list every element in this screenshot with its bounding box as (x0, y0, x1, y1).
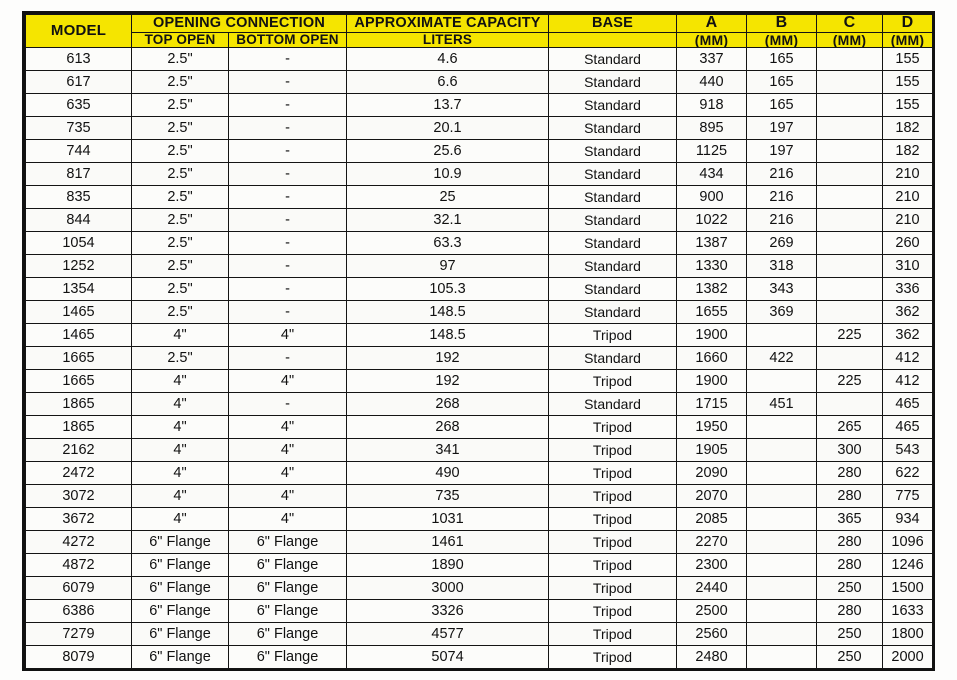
cell-top-open: 4" (132, 370, 229, 393)
cell-a: 2090 (677, 462, 747, 485)
table-row (26, 255, 933, 278)
cell-model: 1865 (26, 416, 132, 439)
cell-a: 1382 (677, 278, 747, 301)
cell-top-open: 2.5" (132, 163, 229, 186)
cell-liters: 4577 (347, 623, 549, 646)
table-row (26, 232, 933, 255)
column-header-bottom-open: BOTTOM OPEN (229, 32, 347, 48)
table-row (26, 462, 933, 485)
cell-a: 918 (677, 94, 747, 117)
cell-liters: 3000 (347, 577, 549, 600)
cell-d: 362 (883, 301, 933, 324)
cell-base: Standard (549, 393, 677, 416)
cell-top-open: 2.5" (132, 186, 229, 209)
cell-d: 465 (883, 393, 933, 416)
cell-top-open: 4" (132, 439, 229, 462)
cell-bottom-open: - (229, 232, 347, 255)
cell-top-open: 2.5" (132, 48, 229, 71)
cell-model: 744 (26, 140, 132, 163)
cell-base: Tripod (549, 623, 677, 646)
cell-b (747, 623, 817, 646)
cell-b (747, 462, 817, 485)
cell-b: 451 (747, 393, 817, 416)
cell-bottom-open: 4" (229, 439, 347, 462)
cell-a: 2270 (677, 531, 747, 554)
cell-model: 3072 (26, 485, 132, 508)
cell-top-open: 4" (132, 508, 229, 531)
cell-b: 197 (747, 117, 817, 140)
cell-c (817, 117, 883, 140)
cell-liters: 148.5 (347, 324, 549, 347)
table-row (26, 646, 933, 669)
cell-a: 1387 (677, 232, 747, 255)
cell-d: 210 (883, 209, 933, 232)
cell-bottom-open: 6" Flange (229, 531, 347, 554)
cell-top-open: 4" (132, 485, 229, 508)
cell-liters: 6.6 (347, 71, 549, 94)
cell-b: 422 (747, 347, 817, 370)
cell-c (817, 278, 883, 301)
cell-liters: 490 (347, 462, 549, 485)
cell-base: Tripod (549, 531, 677, 554)
cell-a: 895 (677, 117, 747, 140)
cell-liters: 1461 (347, 531, 549, 554)
cell-liters: 735 (347, 485, 549, 508)
table-row (26, 531, 933, 554)
column-header-a: A (677, 15, 747, 33)
cell-base: Tripod (549, 462, 677, 485)
cell-base: Standard (549, 209, 677, 232)
cell-d: 775 (883, 485, 933, 508)
cell-a: 1655 (677, 301, 747, 324)
cell-liters: 192 (347, 347, 549, 370)
cell-liters: 341 (347, 439, 549, 462)
cell-c: 250 (817, 646, 883, 669)
cell-b: 165 (747, 71, 817, 94)
cell-a: 2560 (677, 623, 747, 646)
cell-model: 1354 (26, 278, 132, 301)
cell-liters: 268 (347, 416, 549, 439)
cell-b: 369 (747, 301, 817, 324)
cell-c: 265 (817, 416, 883, 439)
cell-model: 1865 (26, 393, 132, 416)
cell-model: 4272 (26, 531, 132, 554)
cell-model: 735 (26, 117, 132, 140)
cell-liters: 63.3 (347, 232, 549, 255)
cell-c: 300 (817, 439, 883, 462)
cell-d: 155 (883, 48, 933, 71)
cell-c: 250 (817, 577, 883, 600)
cell-c (817, 186, 883, 209)
cell-base: Tripod (549, 439, 677, 462)
cell-b: 165 (747, 48, 817, 71)
cell-c (817, 393, 883, 416)
table-row (26, 163, 933, 186)
cell-a: 1900 (677, 324, 747, 347)
cell-top-open: 6" Flange (132, 531, 229, 554)
cell-a: 1125 (677, 140, 747, 163)
cell-a: 2085 (677, 508, 747, 531)
table-row (26, 209, 933, 232)
cell-model: 2472 (26, 462, 132, 485)
cell-top-open: 6" Flange (132, 623, 229, 646)
cell-a: 1715 (677, 393, 747, 416)
cell-c: 225 (817, 324, 883, 347)
cell-d: 1500 (883, 577, 933, 600)
table-row (26, 140, 933, 163)
cell-base: Tripod (549, 485, 677, 508)
cell-c (817, 71, 883, 94)
cell-b: 318 (747, 255, 817, 278)
cell-b: 197 (747, 140, 817, 163)
cell-c (817, 209, 883, 232)
cell-c (817, 232, 883, 255)
cell-model: 1252 (26, 255, 132, 278)
cell-top-open: 4" (132, 462, 229, 485)
cell-top-open: 6" Flange (132, 646, 229, 669)
table-row (26, 278, 933, 301)
cell-bottom-open: - (229, 163, 347, 186)
cell-bottom-open: 4" (229, 324, 347, 347)
cell-b (747, 554, 817, 577)
column-header-b-unit: (MM) (747, 32, 817, 48)
cell-d: 155 (883, 71, 933, 94)
cell-base: Standard (549, 232, 677, 255)
cell-b (747, 370, 817, 393)
header-row-bottom (26, 32, 933, 48)
cell-d: 412 (883, 370, 933, 393)
cell-liters: 268 (347, 393, 549, 416)
cell-d: 1246 (883, 554, 933, 577)
column-header-c-unit: (MM) (817, 32, 883, 48)
cell-a: 1330 (677, 255, 747, 278)
cell-b: 165 (747, 94, 817, 117)
cell-b: 216 (747, 186, 817, 209)
cell-top-open: 2.5" (132, 232, 229, 255)
column-header-base-unit (549, 32, 677, 48)
cell-top-open: 2.5" (132, 71, 229, 94)
cell-liters: 25.6 (347, 140, 549, 163)
cell-model: 835 (26, 186, 132, 209)
cell-d: 1800 (883, 623, 933, 646)
table-body (26, 48, 933, 669)
cell-model: 613 (26, 48, 132, 71)
cell-c: 280 (817, 554, 883, 577)
cell-b: 269 (747, 232, 817, 255)
cell-base: Standard (549, 255, 677, 278)
cell-bottom-open: - (229, 140, 347, 163)
cell-top-open: 4" (132, 416, 229, 439)
cell-d: 336 (883, 278, 933, 301)
cell-model: 817 (26, 163, 132, 186)
cell-base: Standard (549, 163, 677, 186)
table-row (26, 485, 933, 508)
cell-bottom-open: 4" (229, 370, 347, 393)
table-row (26, 186, 933, 209)
cell-bottom-open: 6" Flange (229, 577, 347, 600)
cell-d: 310 (883, 255, 933, 278)
cell-base: Standard (549, 48, 677, 71)
cell-liters: 10.9 (347, 163, 549, 186)
table-row (26, 94, 933, 117)
cell-b (747, 324, 817, 347)
cell-base: Standard (549, 94, 677, 117)
cell-model: 8079 (26, 646, 132, 669)
cell-bottom-open: - (229, 209, 347, 232)
cell-d: 260 (883, 232, 933, 255)
cell-model: 1665 (26, 370, 132, 393)
cell-d: 182 (883, 140, 933, 163)
cell-a: 2300 (677, 554, 747, 577)
table-row (26, 600, 933, 623)
cell-base: Standard (549, 140, 677, 163)
cell-liters: 20.1 (347, 117, 549, 140)
cell-d: 210 (883, 186, 933, 209)
cell-top-open: 6" Flange (132, 577, 229, 600)
cell-model: 617 (26, 71, 132, 94)
cell-liters: 105.3 (347, 278, 549, 301)
cell-b: 216 (747, 209, 817, 232)
cell-base: Tripod (549, 508, 677, 531)
cell-c (817, 48, 883, 71)
cell-model: 844 (26, 209, 132, 232)
cell-bottom-open: 4" (229, 416, 347, 439)
cell-bottom-open: - (229, 117, 347, 140)
cell-d: 1096 (883, 531, 933, 554)
cell-base: Standard (549, 117, 677, 140)
cell-liters: 1890 (347, 554, 549, 577)
cell-top-open: 2.5" (132, 209, 229, 232)
cell-liters: 5074 (347, 646, 549, 669)
cell-d: 934 (883, 508, 933, 531)
cell-top-open: 2.5" (132, 347, 229, 370)
table-row (26, 370, 933, 393)
cell-liters: 97 (347, 255, 549, 278)
cell-d: 543 (883, 439, 933, 462)
column-header-b: B (747, 15, 817, 33)
cell-bottom-open: - (229, 278, 347, 301)
cell-bottom-open: 4" (229, 485, 347, 508)
cell-d: 1633 (883, 600, 933, 623)
cell-base: Tripod (549, 600, 677, 623)
header-row-top (26, 15, 933, 33)
cell-c: 280 (817, 462, 883, 485)
cell-c: 250 (817, 623, 883, 646)
cell-bottom-open: - (229, 94, 347, 117)
cell-d: 2000 (883, 646, 933, 669)
cell-model: 6079 (26, 577, 132, 600)
cell-base: Tripod (549, 324, 677, 347)
cell-c (817, 140, 883, 163)
cell-base: Standard (549, 71, 677, 94)
cell-bottom-open: - (229, 48, 347, 71)
table-row (26, 324, 933, 347)
cell-model: 7279 (26, 623, 132, 646)
cell-liters: 148.5 (347, 301, 549, 324)
cell-base: Standard (549, 347, 677, 370)
cell-liters: 25 (347, 186, 549, 209)
cell-model: 1665 (26, 347, 132, 370)
table-row (26, 117, 933, 140)
table-row (26, 71, 933, 94)
cell-bottom-open: - (229, 71, 347, 94)
cell-base: Standard (549, 301, 677, 324)
cell-a: 1950 (677, 416, 747, 439)
cell-b (747, 531, 817, 554)
cell-b: 343 (747, 278, 817, 301)
cell-d: 465 (883, 416, 933, 439)
cell-top-open: 2.5" (132, 94, 229, 117)
cell-top-open: 4" (132, 393, 229, 416)
specification-table-container (22, 11, 935, 671)
cell-model: 1465 (26, 324, 132, 347)
cell-a: 440 (677, 71, 747, 94)
cell-c (817, 347, 883, 370)
column-header-d-unit: (MM) (883, 32, 933, 48)
cell-a: 1905 (677, 439, 747, 462)
column-header-base: BASE (549, 15, 677, 33)
cell-b (747, 508, 817, 531)
cell-b (747, 577, 817, 600)
cell-bottom-open: 6" Flange (229, 646, 347, 669)
cell-d: 362 (883, 324, 933, 347)
column-header-opening-connection: OPENING CONNECTION (132, 15, 347, 33)
cell-model: 635 (26, 94, 132, 117)
cell-d: 622 (883, 462, 933, 485)
cell-b (747, 646, 817, 669)
cell-b (747, 485, 817, 508)
cell-bottom-open: 6" Flange (229, 600, 347, 623)
cell-top-open: 6" Flange (132, 600, 229, 623)
cell-top-open: 4" (132, 324, 229, 347)
cell-base: Tripod (549, 554, 677, 577)
cell-base: Tripod (549, 370, 677, 393)
table-row (26, 577, 933, 600)
table-row (26, 48, 933, 71)
cell-model: 2162 (26, 439, 132, 462)
specification-table (25, 14, 933, 669)
table-row (26, 554, 933, 577)
cell-bottom-open: - (229, 255, 347, 278)
cell-c: 280 (817, 485, 883, 508)
table-row (26, 301, 933, 324)
cell-liters: 3326 (347, 600, 549, 623)
cell-bottom-open: 6" Flange (229, 623, 347, 646)
cell-a: 1900 (677, 370, 747, 393)
cell-c (817, 163, 883, 186)
cell-a: 1660 (677, 347, 747, 370)
cell-d: 182 (883, 117, 933, 140)
cell-c (817, 301, 883, 324)
table-row (26, 416, 933, 439)
cell-bottom-open: 4" (229, 508, 347, 531)
cell-liters: 1031 (347, 508, 549, 531)
cell-base: Tripod (549, 416, 677, 439)
cell-bottom-open: - (229, 347, 347, 370)
table-header (26, 15, 933, 48)
cell-liters: 32.1 (347, 209, 549, 232)
cell-model: 6386 (26, 600, 132, 623)
column-header-approximate-capacity: APPROXIMATE CAPACITY (347, 15, 549, 33)
cell-b (747, 416, 817, 439)
table-row (26, 623, 933, 646)
cell-top-open: 2.5" (132, 140, 229, 163)
cell-a: 434 (677, 163, 747, 186)
table-row (26, 439, 933, 462)
cell-a: 900 (677, 186, 747, 209)
cell-c: 365 (817, 508, 883, 531)
cell-c (817, 255, 883, 278)
cell-model: 4872 (26, 554, 132, 577)
column-header-liters: LITERS (347, 32, 549, 48)
cell-bottom-open: - (229, 393, 347, 416)
cell-c: 280 (817, 531, 883, 554)
column-header-a-unit: (MM) (677, 32, 747, 48)
cell-liters: 13.7 (347, 94, 549, 117)
cell-base: Standard (549, 186, 677, 209)
cell-a: 337 (677, 48, 747, 71)
cell-base: Tripod (549, 646, 677, 669)
cell-top-open: 2.5" (132, 255, 229, 278)
column-header-top-open: TOP OPEN (132, 32, 229, 48)
cell-a: 2070 (677, 485, 747, 508)
table-row (26, 347, 933, 370)
cell-bottom-open: 6" Flange (229, 554, 347, 577)
cell-model: 1054 (26, 232, 132, 255)
table-row (26, 508, 933, 531)
cell-a: 1022 (677, 209, 747, 232)
cell-model: 3672 (26, 508, 132, 531)
cell-c (817, 94, 883, 117)
cell-liters: 4.6 (347, 48, 549, 71)
cell-a: 2440 (677, 577, 747, 600)
column-header-c: C (817, 15, 883, 33)
cell-c: 280 (817, 600, 883, 623)
cell-model: 1465 (26, 301, 132, 324)
cell-bottom-open: 4" (229, 462, 347, 485)
cell-base: Standard (549, 278, 677, 301)
cell-c: 225 (817, 370, 883, 393)
cell-b: 216 (747, 163, 817, 186)
table-row (26, 393, 933, 416)
cell-b (747, 439, 817, 462)
cell-base: Tripod (549, 577, 677, 600)
cell-top-open: 2.5" (132, 278, 229, 301)
cell-d: 412 (883, 347, 933, 370)
column-header-d: D (883, 15, 933, 33)
cell-liters: 192 (347, 370, 549, 393)
cell-bottom-open: - (229, 186, 347, 209)
cell-top-open: 2.5" (132, 117, 229, 140)
cell-d: 210 (883, 163, 933, 186)
cell-b (747, 600, 817, 623)
cell-d: 155 (883, 94, 933, 117)
cell-top-open: 2.5" (132, 301, 229, 324)
column-header-model: MODEL (26, 15, 132, 48)
cell-bottom-open: - (229, 301, 347, 324)
cell-top-open: 6" Flange (132, 554, 229, 577)
cell-a: 2480 (677, 646, 747, 669)
cell-a: 2500 (677, 600, 747, 623)
